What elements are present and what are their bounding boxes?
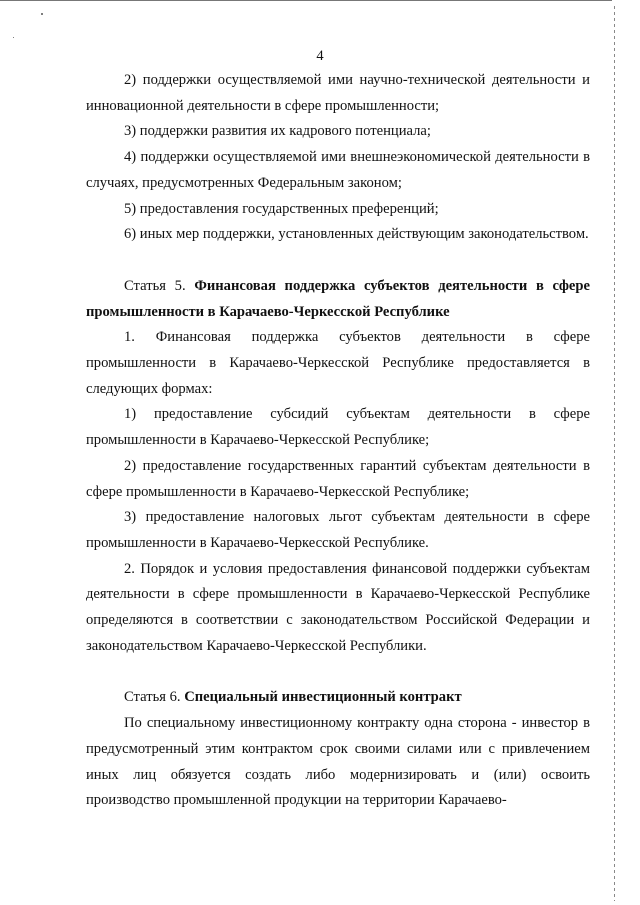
scan-speck <box>13 37 14 38</box>
paragraph-item-4: 4) поддержки осуществляемой ими внешнеэкономической деятельности в случаях, предусмотренных Федеральным законом; <box>86 149 590 191</box>
page-number: 4 <box>316 48 324 64</box>
paragraph-item-3: 3) поддержки развития их кадрового потенциала; <box>124 123 431 140</box>
document-body <box>86 68 590 814</box>
scan-right-border <box>614 6 615 901</box>
paragraph-item-2: 2) поддержки осуществляемой ими научно-технической деятельности и инновационной деятельности в сфере промышленности; <box>86 72 590 114</box>
paragraph-item-6: 6) иных мер поддержки, установленных действующим законодательством. <box>124 226 589 243</box>
article-6-title: Специальный инвестиционный контракт <box>184 689 462 706</box>
article-6-heading <box>86 685 590 711</box>
article-5-item-1: 1) предоставление субсидий субъектам деятельности в сфере промышленности в Карачаево-Черкесской Республике; <box>86 406 590 449</box>
article-5-heading <box>86 274 590 325</box>
article-5-prefix: Статья 5. <box>124 277 195 294</box>
article-6-prefix: Статья 6. <box>124 689 185 706</box>
paragraph-item-5: 5) предоставления государственных преференций; <box>124 200 439 217</box>
article-5-part-1: 1. Финансовая поддержка субъектов деятельности в сфере промышленности в Карачаево-Черкесской Республике предоставляется в следующих формах: <box>86 329 590 397</box>
scan-speck <box>41 13 43 15</box>
article-5-part-2: 2. Порядок и условия предоставления финансовой поддержки субъектам деятельности в сфере промышленности в Карачаево-Черкесской Республике определяются в соответствии с законодательством Российской Федерации и законодательством Карачаево-Черкесской Республики. <box>86 560 590 654</box>
article-6-body: По специальному инвестиционному контракту одна сторона - инвестор в предусмотренный этим контрактом срок своими силами или с привлечением иных лиц обязуется создать либо модернизировать и (или) освоить производство промышленной продукции на территории Карачаево- <box>86 715 590 809</box>
article-5-item-3: 3) предоставление налоговых льгот субъектам деятельности в сфере промышленности в Карачаево-Черкесской Республике. <box>86 509 590 551</box>
article-5-item-2: 2) предоставление государственных гарантий субъектам деятельности в сфере промышленности в Карачаево-Черкесской Республике; <box>86 457 590 500</box>
article-5-title: Финансовая поддержка субъектов деятельности в сфере промышленности в Карачаево-Черкесской Республике <box>86 277 591 320</box>
scan-top-border <box>0 0 612 1</box>
